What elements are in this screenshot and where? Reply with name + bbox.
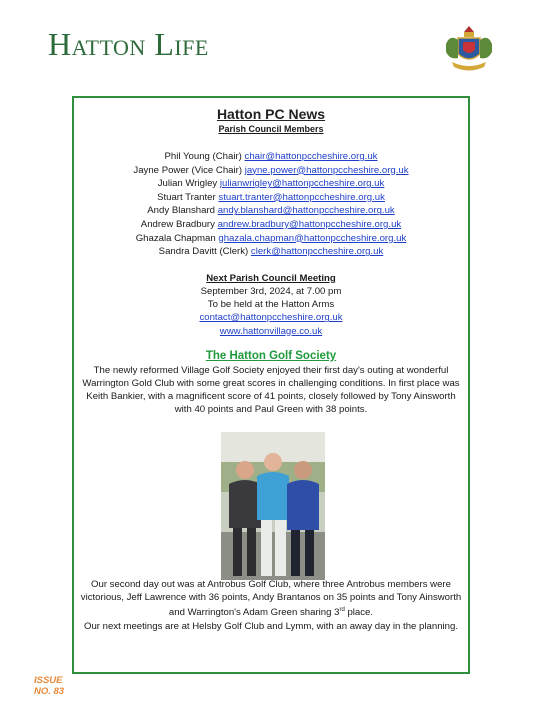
member-name: Andrew Bradbury xyxy=(140,218,218,230)
member-name: Jayne Power (Vice Chair) xyxy=(133,164,245,176)
member-row xyxy=(74,191,468,205)
golfers-photo xyxy=(221,432,325,580)
member-email-link[interactable]: julianwrigley@hattonpccheshire.org.uk xyxy=(219,178,385,190)
member-name: Phil Young (Chair) xyxy=(164,151,245,162)
issue-line-1: ISSUE xyxy=(34,675,63,686)
member-email-link[interactable]: clerk@hattonpccheshire.org.uk xyxy=(250,246,384,258)
meeting-venue: To be held at the Hatton Arms xyxy=(207,299,335,311)
member-email-link[interactable]: andy.blanshard@hattonpccheshire.org.uk xyxy=(217,205,395,217)
golf-results-block xyxy=(74,578,468,633)
news-panel xyxy=(72,96,470,674)
crest-logo-icon xyxy=(438,20,500,76)
member-row xyxy=(74,177,468,191)
masthead-title: Hatton Life xyxy=(48,26,209,62)
golf-paragraph-1: The newly reformed Village Golf Society enjoyed their first day's outing at wonderful Warrington Gold Club with some great scores in challenging conditions. In first place was Keith Bankier, with a magnificent score of 41 points, closely followed by Tony Ainsworth with 40 points and Paul Green with 38 points. xyxy=(82,364,460,416)
member-email-link[interactable]: jayne.power@hattonpccheshire.org.uk xyxy=(244,164,409,176)
member-name: Sandra Davitt (Clerk) xyxy=(158,246,251,258)
member-email-link[interactable]: ghazala.chapman@hattonpccheshire.org.uk xyxy=(218,232,407,244)
golf-paragraph-2 xyxy=(80,578,462,620)
member-email-link[interactable]: chair@hattonpccheshire.org.uk xyxy=(244,151,378,162)
member-name: Stuart Tranter xyxy=(157,191,219,203)
member-row xyxy=(74,204,468,218)
issue-label xyxy=(34,675,64,697)
member-list xyxy=(74,150,468,259)
member-email-link[interactable]: stuart.tranter@hattonpccheshire.org.uk xyxy=(218,191,385,203)
member-row xyxy=(74,232,468,246)
members-subtitle: Parish Council Members xyxy=(218,124,324,134)
issue-number: NO. 83 xyxy=(34,686,65,697)
ordinal-suffix: rd xyxy=(339,607,345,614)
golf-paragraph-2-text: Our second day out was at Antrobus Golf Club, where three Antrobus members were victorious, Jeff Lawrence with 36 points, Andy Brantanos on 35 points and Tony Ainsworth and Warrington's Adam Green sharing 3 xyxy=(80,579,462,619)
member-row xyxy=(74,218,468,232)
contact-email-link[interactable]: contact@hattonpccheshire.org.uk xyxy=(199,312,343,324)
member-row xyxy=(74,245,468,259)
member-name: Andy Blanshard xyxy=(147,205,218,217)
golf-society-title: The Hatton Golf Society xyxy=(205,349,337,362)
meeting-date: September 3rd, 2024, at 7.00 pm xyxy=(200,285,342,297)
member-row xyxy=(74,164,468,178)
member-email-link[interactable]: andrew.bradbury@hattonpccheshire.org.uk xyxy=(217,218,402,230)
golf-paragraph-3: Our next meetings are at Helsby Golf Club and Lymm, with an away day in the planning. xyxy=(84,620,458,632)
member-name: Ghazala Chapman xyxy=(135,232,219,244)
website-link[interactable]: www.hattonvillage.co.uk xyxy=(219,325,323,337)
member-row xyxy=(74,150,468,164)
golf-paragraph-2-end: place. xyxy=(344,607,374,619)
meeting-block xyxy=(74,272,468,338)
meeting-heading: Next Parish Council Meeting xyxy=(206,272,336,284)
member-name: Julian Wrigley xyxy=(157,178,220,190)
news-title: Hatton PC News xyxy=(216,106,326,122)
